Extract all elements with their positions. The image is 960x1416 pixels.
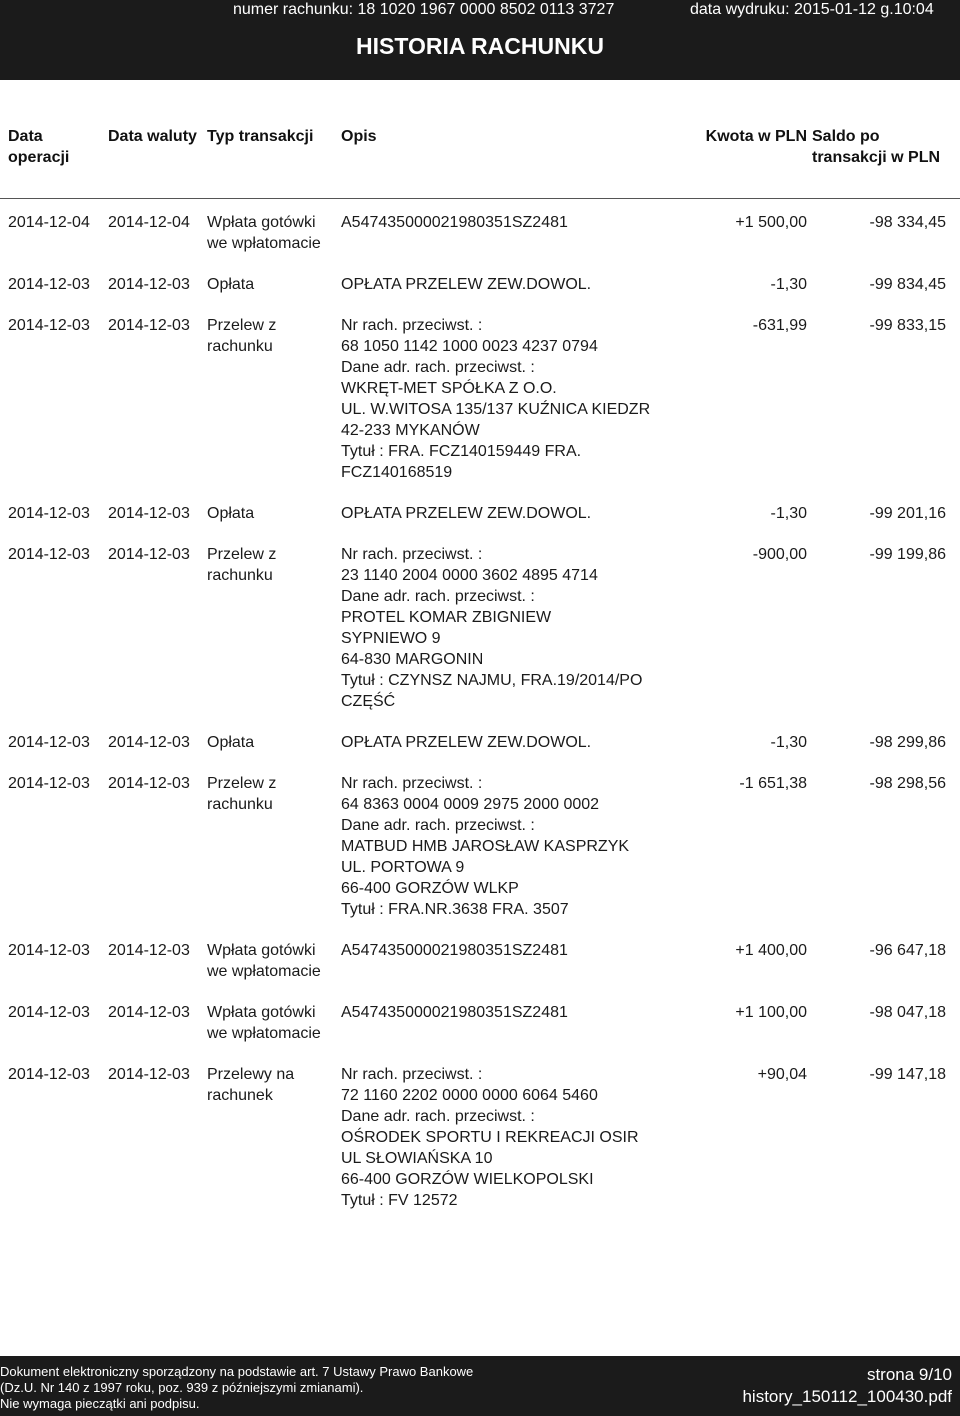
page-number: strona 9/10	[866, 1365, 952, 1384]
transactions-table	[0, 202, 960, 1221]
operation-date: 2014-12-03	[8, 317, 90, 334]
value-date: 2014-12-03	[108, 276, 190, 293]
table-row	[0, 493, 960, 534]
table-row	[0, 202, 960, 264]
amount: -1,30	[770, 276, 807, 293]
balance: -99 833,15	[869, 317, 946, 334]
page-info	[742, 1364, 952, 1408]
balance: -99 201,16	[869, 505, 946, 522]
amount: -900,00	[752, 546, 807, 563]
transaction-description: A547435000021980351SZ2481	[341, 1004, 568, 1021]
balance: -99 199,86	[869, 546, 946, 563]
top-bar	[0, 0, 960, 80]
amount: -1,30	[770, 734, 807, 751]
operation-date: 2014-12-03	[8, 942, 90, 959]
balance: -99 834,45	[869, 276, 946, 293]
operation-date: 2014-12-03	[8, 1066, 90, 1083]
operation-date: 2014-12-03	[8, 505, 90, 522]
transaction-description: A547435000021980351SZ2481	[341, 214, 568, 231]
value-date: 2014-12-03	[108, 1004, 190, 1021]
transaction-type: Przelew z rachunku	[207, 546, 277, 584]
transaction-type: Przelew z rachunku	[207, 317, 277, 355]
balance: -98 299,86	[869, 734, 946, 751]
header-divider	[0, 198, 960, 199]
table-row	[0, 992, 960, 1054]
legal-note: Dokument elektroniczny sporządzony na podstawie art. 7 Ustawy Prawo Bankowe (Dz.U. Nr 140 z 1997 roku, poz. 939 z późniejszymi zmianami). Nie wymaga pieczątki ani podpisu.	[0, 1364, 474, 1411]
amount: -1,30	[770, 505, 807, 522]
amount: +1 400,00	[735, 942, 807, 959]
operation-date: 2014-12-03	[8, 775, 90, 792]
value-date: 2014-12-03	[108, 317, 190, 334]
transaction-description: Nr rach. przeciwst. : 72 1160 2202 0000 0000 6064 5460 Dane adr. rach. przeciwst. : OŚRODEK SPORTU I REKREACJI OSIR UL SŁOWIAŃSKA 10 66-400 GORZÓW WIELKOPOLSKI Tytuł : FV 12572	[341, 1066, 639, 1209]
transaction-type: Przelewy na rachunek	[207, 1066, 295, 1104]
table-row	[0, 763, 960, 930]
col-header-amount: Kwota w PLN	[705, 128, 807, 145]
col-header-desc: Opis	[341, 128, 377, 145]
col-header-value-date: Data waluty	[108, 128, 197, 145]
transaction-type: Opłata	[207, 505, 255, 522]
table-header	[0, 126, 960, 178]
value-date: 2014-12-04	[108, 214, 190, 231]
amount: +1 100,00	[735, 1004, 807, 1021]
balance: -98 298,56	[869, 775, 946, 792]
transaction-description: Nr rach. przeciwst. : 64 8363 0004 0009 2975 2000 0002 Dane adr. rach. przeciwst. : MATBUD HMB JAROSŁAW KASPRZYK UL. PORTOWA 9 66-400 GORZÓW WLKP Tytuł : FRA.NR.3638 FRA. 3507	[341, 775, 630, 918]
transaction-description: OPŁATA PRZELEW ZEW.DOWOL.	[341, 276, 592, 293]
value-date: 2014-12-03	[108, 546, 190, 563]
table-row	[0, 1054, 960, 1221]
col-header-date: Data operacji	[8, 128, 70, 166]
balance: -98 334,45	[869, 214, 946, 231]
value-date: 2014-12-03	[108, 1066, 190, 1083]
value-date: 2014-12-03	[108, 505, 190, 522]
print-date: data wydruku: 2015-01-12 g.10:04	[690, 1, 934, 18]
amount: +90,04	[757, 1066, 807, 1083]
transaction-description: Nr rach. przeciwst. : 23 1140 2004 0000 3602 4895 4714 Dane adr. rach. przeciwst. : PROTEL KOMAR ZBIGNIEW SYPNIEWO 9 64-830 MARGONIN Tytuł : CZYNSZ NAJMU, FRA.19/2014/PO CZĘŚĆ	[341, 546, 643, 710]
transaction-type: Wpłata gotówki we wpłatomacie	[207, 214, 321, 252]
account-number: numer rachunku: 18 1020 1967 0000 8502 0113 3727	[233, 1, 615, 18]
amount: -631,99	[752, 317, 807, 334]
transaction-description: OPŁATA PRZELEW ZEW.DOWOL.	[341, 734, 592, 751]
table-row	[0, 722, 960, 763]
page-title: HISTORIA RACHUNKU	[356, 33, 604, 59]
table-row	[0, 305, 960, 493]
transaction-description: A547435000021980351SZ2481	[341, 942, 568, 959]
transaction-type: Przelew z rachunku	[207, 775, 277, 813]
transaction-type: Wpłata gotówki we wpłatomacie	[207, 942, 321, 980]
table-row	[0, 930, 960, 992]
transaction-type: Opłata	[207, 276, 255, 293]
balance: -98 047,18	[869, 1004, 946, 1021]
table-row	[0, 534, 960, 722]
operation-date: 2014-12-03	[8, 546, 90, 563]
value-date: 2014-12-03	[108, 775, 190, 792]
table-row	[0, 264, 960, 305]
amount: +1 500,00	[735, 214, 807, 231]
file-name: history_150112_100430.pdf	[742, 1387, 952, 1406]
footer-bar	[0, 1356, 960, 1416]
col-header-balance: Saldo po transakcji w PLN	[812, 128, 941, 166]
value-date: 2014-12-03	[108, 942, 190, 959]
transaction-type: Opłata	[207, 734, 255, 751]
balance: -99 147,18	[869, 1066, 946, 1083]
operation-date: 2014-12-03	[8, 276, 90, 293]
transaction-type: Wpłata gotówki we wpłatomacie	[207, 1004, 321, 1042]
transaction-description: Nr rach. przeciwst. : 68 1050 1142 1000 0023 4237 0794 Dane adr. rach. przeciwst. : WKRĘT-MET SPÓŁKA Z O.O. UL. W.WITOSA 135/137 KUŹNICA KIEDZR 42-233 MYKANÓW Tytuł : FRA. FCZ140159449 FRA. FCZ140168519	[341, 317, 651, 481]
operation-date: 2014-12-03	[8, 1004, 90, 1021]
balance: -96 647,18	[869, 942, 946, 959]
transaction-description: OPŁATA PRZELEW ZEW.DOWOL.	[341, 505, 592, 522]
value-date: 2014-12-03	[108, 734, 190, 751]
operation-date: 2014-12-03	[8, 734, 90, 751]
col-header-type: Typ transakcji	[207, 128, 314, 145]
operation-date: 2014-12-04	[8, 214, 90, 231]
amount: -1 651,38	[739, 775, 807, 792]
